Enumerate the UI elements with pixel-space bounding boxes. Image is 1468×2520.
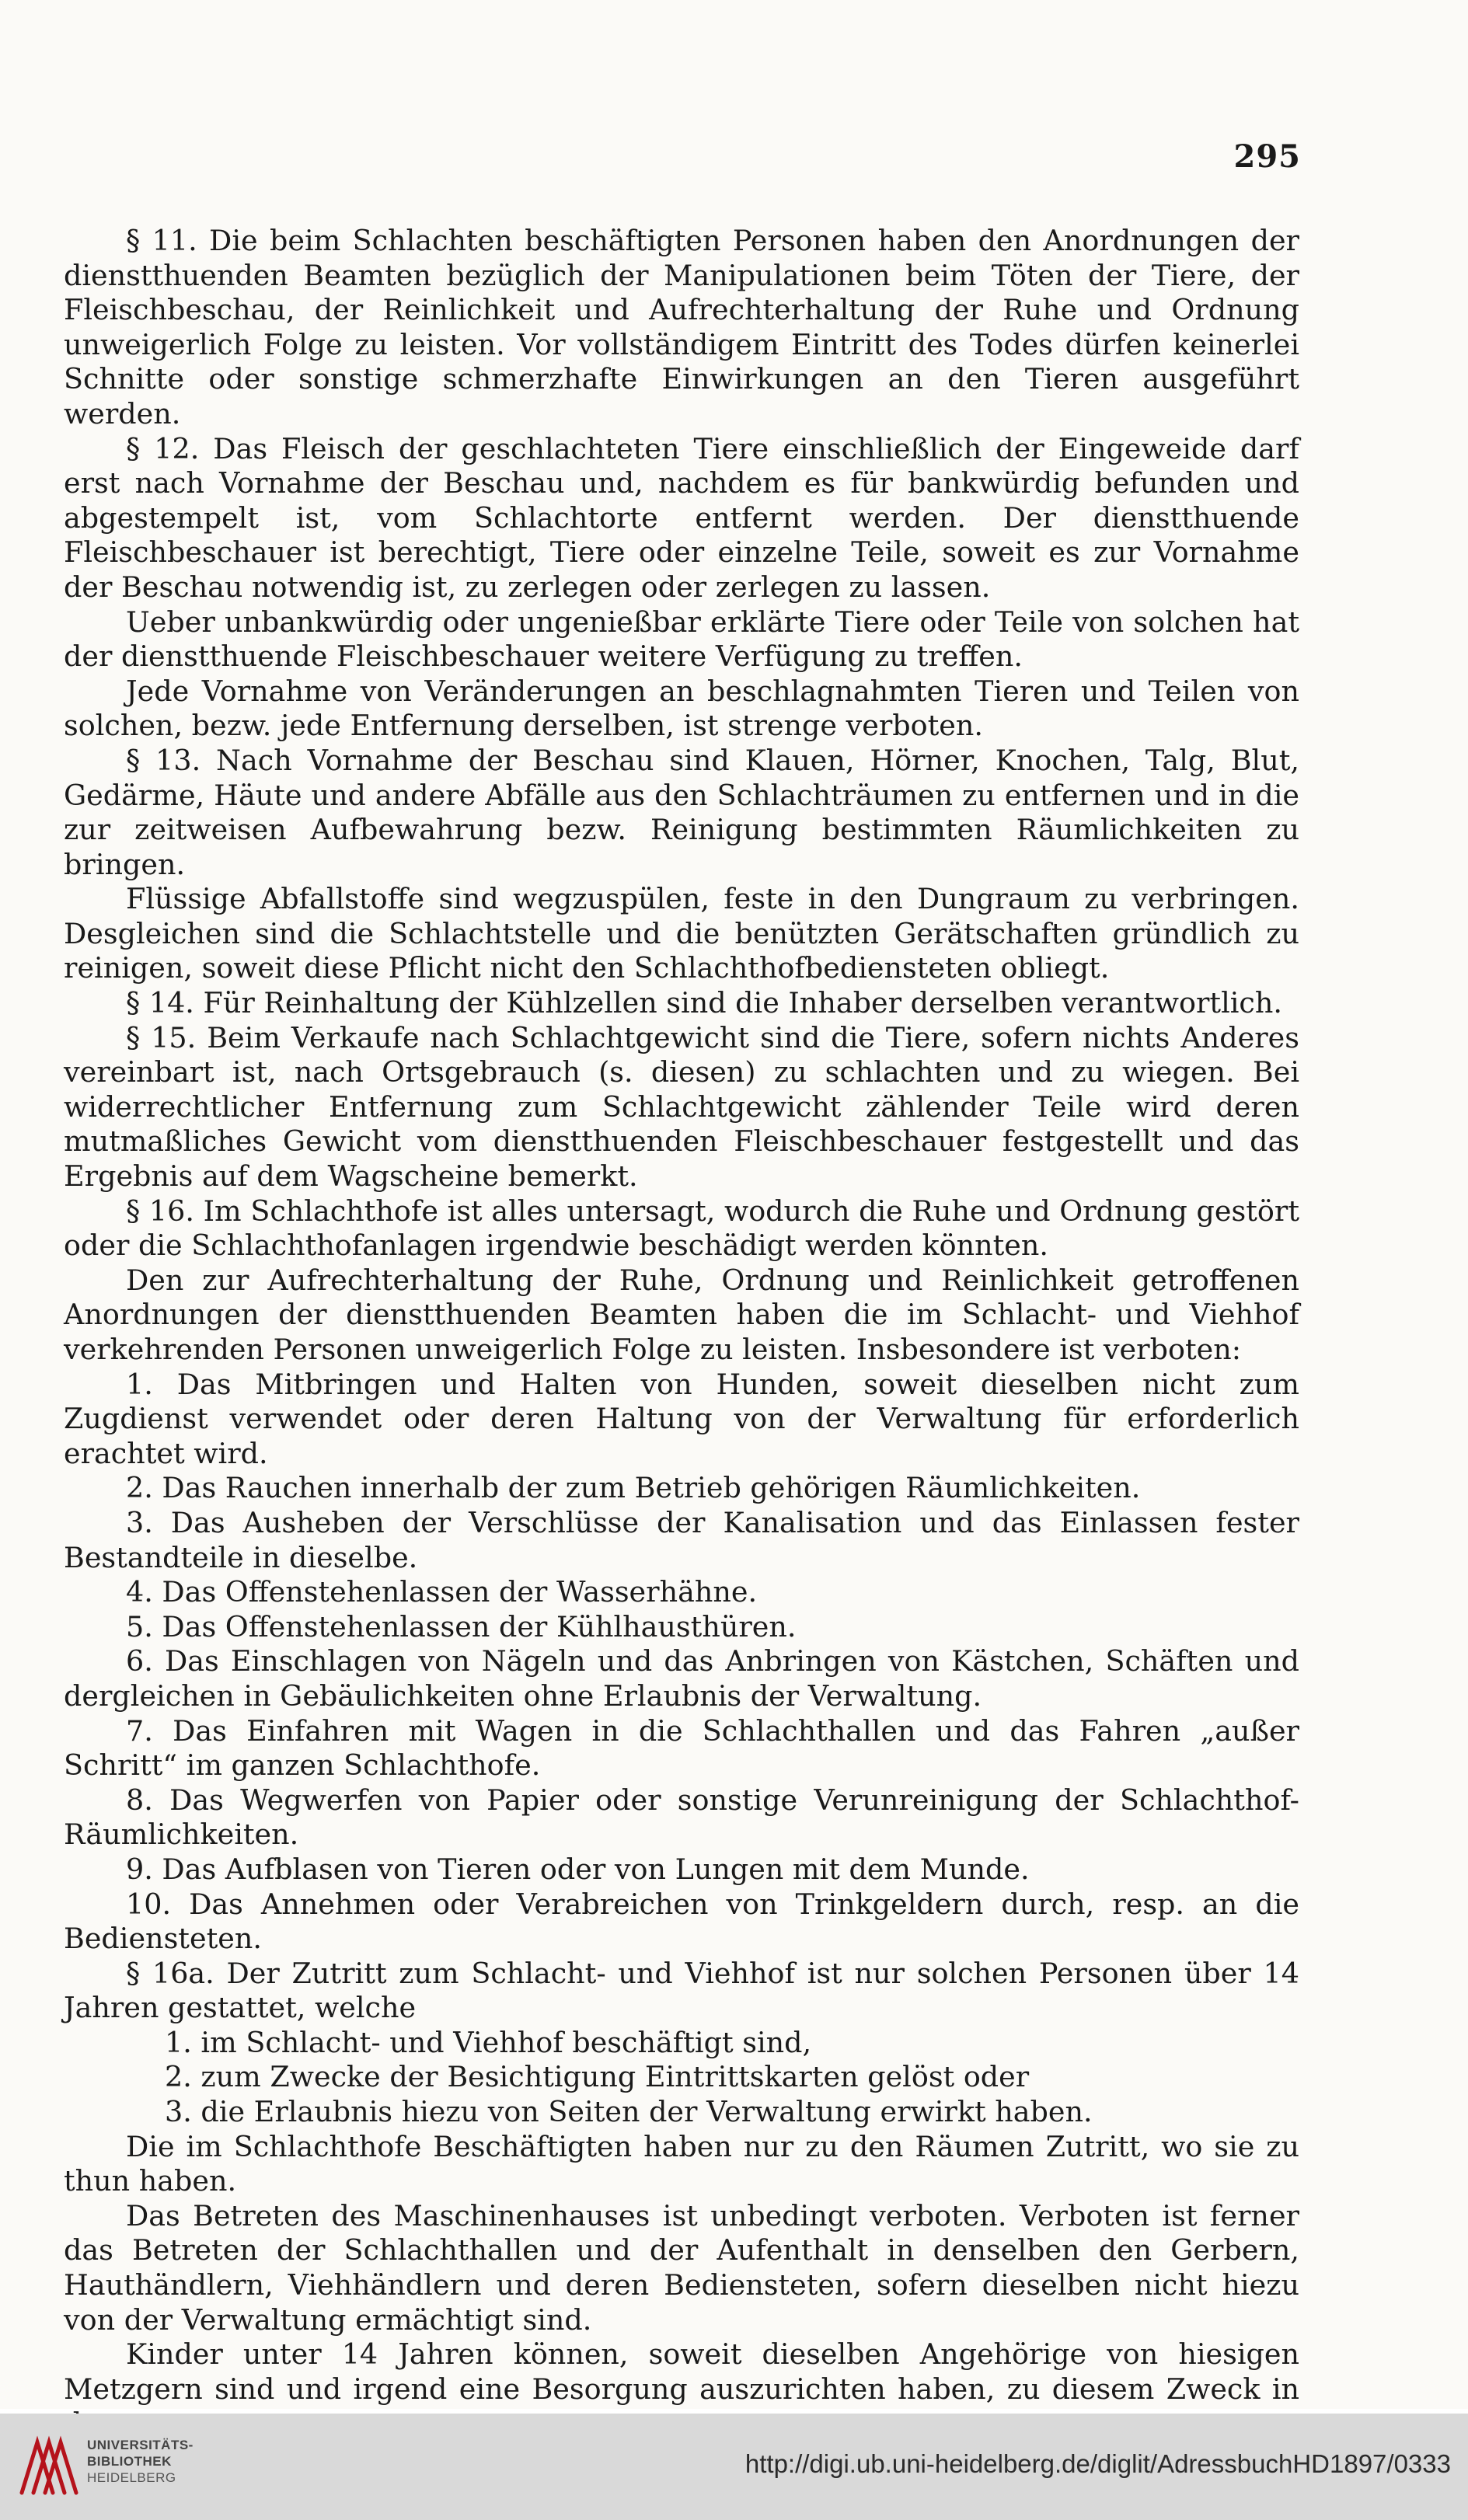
list-item-access-3: 3. die Erlaubnis hiezu von Seiten der Verwaltung erwirkt haben.	[165, 2095, 1093, 2129]
paragraph-section-11: § 11. Die beim Schlachten beschäftigten Personen haben den Anordnungen der dienstthuenden Beamten bezüglich der Manipulationen beim Töten der Tiere, der Fleischbeschau, der Reinlichkeit und Aufrechterhaltung der Ruhe und Ordnung unweigerlich Folge zu leisten. Vor vollständigem Eintritt des Todes dürfen keinerlei Schnitte oder sonstige schmerzhafte Einwirkungen an den Tieren ausgeführt werden.	[64, 224, 1299, 430]
list-item-prohibition-2: 2. Das Rauchen innerhalb der zum Betrieb gehörigen Räumlichkeiten.	[126, 1471, 1141, 1505]
paragraph-children: Kinder unter 14 Jahren können, soweit dieselben Angehörige von hiesigen Metzgern sind und irgend eine Besorgung auszurichten haben, zu diesem Zweck in	[64, 2337, 1299, 2406]
list-item-access-2: 2. zum Zwecke der Besichtigung Eintrittskarten gelöst oder	[165, 2060, 1030, 2094]
list-item-prohibition-6: 6. Das Einschlagen von Nägeln und das Anbringen von Kästchen, Schäften und dergleichen in Gebäulichkeiten ohne Erlaubnis der Verwaltung.	[64, 1644, 1299, 1713]
paragraph-employees-access: Die im Schlachthofe Beschäftigten haben nur zu den Räumen Zutritt, wo sie zu thun haben.	[64, 2129, 1299, 2198]
paragraph-section-15: § 15. Beim Verkaufe nach Schlachtgewicht sind die Tiere, sofern nichts Anderes vereinbart ist, nach Ortsgebrauch (s. diesen) zu schlachten und zu wiegen. Bei widerrechtlicher Entfernung zum Schlachtgewicht zählender Teile wird deren mutmaßliches Gewicht vom dienstthuenden Fleischbeschauer festgestellt und das Ergebnis auf dem Wagscheine bemerkt.	[64, 1020, 1299, 1194]
paragraph-section-12: § 12. Das Fleisch der geschlachteten Tiere einschließlich der Eingeweide darf erst nach Vornahme der Beschau und, nachdem es für bankwürdig befunden und abgestempelt ist, vom Schlachtorte entfernt werden. Der dienstthuende Fleischbeschauer ist berechtigt, Tiere oder einzelne Teile, soweit es zur Vornahme der Beschau notwendig ist, zu zerlegen oder zerlegen zu lassen.	[64, 431, 1299, 604]
page-number: 295	[1233, 138, 1301, 175]
paragraph-section-16: § 16. Im Schlachthofe ist alles untersagt, wodurch die Ruhe und Ordnung gestört oder die Schlachthofanlagen irgendwie beschädigt werden könnten.	[64, 1194, 1299, 1263]
list-item-prohibition-9: 9. Das Aufblasen von Tieren oder von Lungen mit dem Munde.	[126, 1852, 1030, 1886]
paragraph-machine-house: Das Betreten des Maschinenhauses ist unbedingt verboten. Verboten ist ferner das Betreten der Schlachthallen und der Aufenthalt in denselben den Gerbern, Hauthändlern, Viehhändlern und deren Bediensteten, sofern dieselben nicht hiezu von der Verwaltung ermächtigt sind.	[64, 2198, 1299, 2337]
list-item-prohibition-8: 8. Das Wegwerfen von Papier oder sonstige Verunreinigung der Schlachthof-Räumlichkeiten.	[64, 1783, 1299, 1852]
source-url-link[interactable]: http://digi.ub.uni-heidelberg.de/diglit/AdressbuchHD1897/0333	[744, 2449, 1451, 2478]
list-item-prohibition-4: 4. Das Offenstehenlassen der Wasserhähne.	[126, 1575, 758, 1609]
ub-heidelberg-logo-icon	[14, 2431, 84, 2501]
library-name-line-3: HEIDELBERG	[87, 2470, 176, 2485]
paragraph-section-14: § 14. Für Reinhaltung der Kühlzellen sind die Inhaber derselben verantwortlich.	[126, 986, 1282, 1020]
paragraph-section-16a: § 16a. Der Zutritt zum Schlacht- und Viehhof ist nur solchen Personen über 14 Jahren gestattet, welche	[64, 1956, 1299, 2025]
library-name	[87, 2437, 194, 2486]
list-item-access-1: 1. im Schlacht- und Viehhof beschäftigt sind,	[165, 2025, 812, 2059]
list-item-prohibition-1: 1. Das Mitbringen und Halten von Hunden, soweit dieselben nicht zum Zugdienst verwendet oder deren Haltung von der Verwaltung für erforderlich erachtet wird.	[64, 1367, 1299, 1470]
paragraph-unbankworthy: Ueber unbankwürdig oder ungenießbar erklärte Tiere oder Teile von solchen hat der dienstthuende Fleischbeschauer weitere Verfügung zu treffen.	[64, 605, 1299, 674]
list-item-prohibition-5: 5. Das Offenstehenlassen der Kühlhausthüren.	[126, 1609, 797, 1643]
footer-bar	[0, 2414, 1468, 2520]
list-item-prohibition-10: 10. Das Annehmen oder Verabreichen von Trinkgeldern durch, resp. an die Bediensteten.	[64, 1887, 1299, 1956]
list-item-prohibition-7: 7. Das Einfahren mit Wagen in die Schlachthallen und das Fahren „außer Schritt“ im ganzen Schlachthofe.	[64, 1713, 1299, 1783]
paragraph-prohibitions-intro: Den zur Aufrechterhaltung der Ruhe, Ordnung und Reinlichkeit getroffenen Anordnungen der dienstthuenden Beamten haben die im Schlacht- und Viehhof verkehrenden Personen unweigerlich Folge zu leisten. Insbesondere ist verboten:	[64, 1263, 1299, 1366]
paragraph-liquid-waste: Flüssige Abfallstoffe sind wegzuspülen, feste in den Dungraum zu verbringen. Desgleichen sind die Schlachtstelle und die benützten Gerätschaften gründlich zu reinigen, soweit diese Pflicht nicht den Schlachthofbediensteten obliegt.	[64, 882, 1299, 985]
library-name-line-2: BIBLIOTHEK	[87, 2454, 172, 2469]
library-name-line-1: UNIVERSITÄTS-	[87, 2438, 194, 2452]
paragraph-confiscated: Jede Vornahme von Veränderungen an beschlagnahmten Tieren und Teilen von solchen, bezw. jede Entfernung derselben, ist strenge verboten.	[64, 674, 1299, 743]
paragraph-section-13: § 13. Nach Vornahme der Beschau sind Klauen, Hörner, Knochen, Talg, Blut, Gedärme, Häute und andere Abfälle aus den Schlachträumen zu entfernen und in die zur zeitweisen Aufbewahrung bezw. Reinigung bestimmten Räumlichkeiten zu bringen.	[64, 743, 1299, 881]
body-text	[64, 224, 1299, 2442]
list-item-prohibition-3: 3. Das Ausheben der Verschlüsse der Kanalisation und das Einlassen fester Bestandteile in dieselbe.	[64, 1505, 1299, 1574]
